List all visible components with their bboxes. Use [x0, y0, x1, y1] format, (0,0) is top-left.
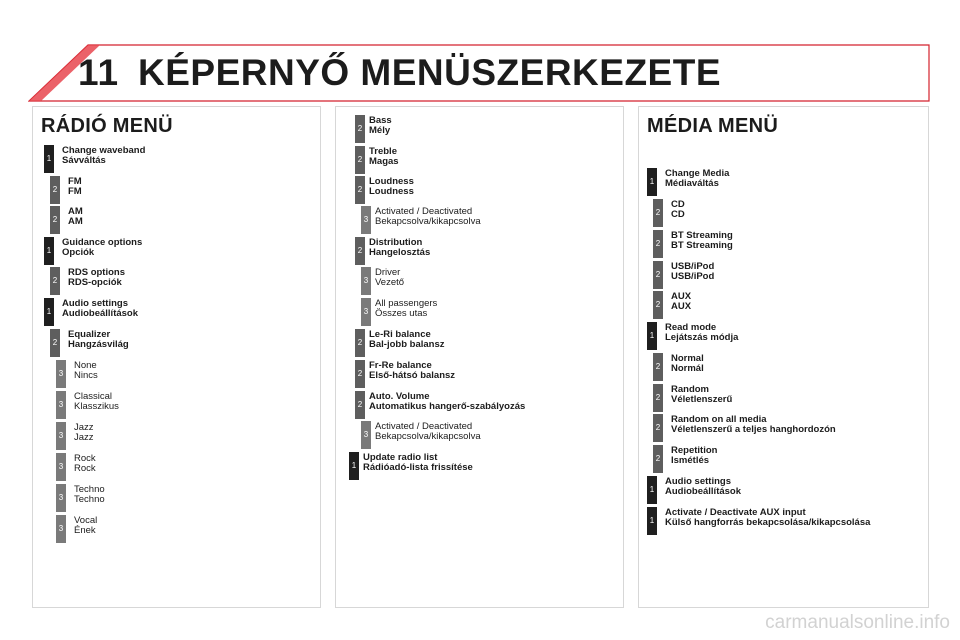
menu-entry-label	[62, 238, 142, 258]
menu-level-badge: 2	[355, 329, 365, 357]
menu-entry-label	[671, 354, 704, 374]
menu-entry-label	[375, 299, 437, 319]
menu-entry-label	[68, 268, 125, 288]
menu-entry-label-hu: BT Streaming	[671, 240, 733, 251]
media-menu-title: MÉDIA MENÜ	[647, 115, 779, 137]
menu-entry-label-hu: Hangelosztás	[369, 247, 431, 258]
menu-level-badge: 1	[44, 237, 54, 265]
menu-entry-label-hu: Médiaváltás	[665, 178, 719, 189]
menu-entry-label	[68, 207, 83, 227]
menu-entry-label-hu: FM	[68, 186, 82, 197]
menu-entry-label-en: Audio settings	[665, 476, 731, 487]
menu-level-badge: 2	[653, 353, 663, 381]
menu-entry-label-en: Distribution	[369, 237, 423, 248]
menu-entry-label	[74, 392, 119, 412]
radio-menu-panel	[32, 106, 321, 608]
menu-entry-label	[369, 116, 392, 136]
menu-entry-label	[68, 177, 82, 197]
menu-entry-label-en: Vocal	[74, 515, 98, 526]
menu-entry-label	[665, 323, 738, 343]
menu-entry-label-hu: Sávváltás	[62, 155, 106, 166]
menu-level-badge: 3	[56, 391, 66, 419]
menu-entry-label-en: CD	[671, 199, 685, 210]
menu-entry-label-en: FM	[68, 176, 82, 187]
menu-entry-label	[375, 422, 481, 442]
menu-entry-label	[671, 292, 691, 312]
menu-entry-label	[671, 262, 714, 282]
menu-entry-label-hu: Opciók	[62, 247, 95, 258]
menu-level-badge: 2	[653, 230, 663, 258]
menu-entry-label-en: All passengers	[375, 298, 438, 309]
menu-entry-label-hu: Magas	[369, 156, 399, 167]
menu-entry-label	[671, 385, 732, 405]
menu-entry-label-hu: Véletlenszerű a teljes hanghordozón	[671, 424, 836, 435]
menu-entry-label-hu: Bekapcsolva/kikapcsolva	[375, 431, 481, 442]
radio-menu-title: RÁDIÓ MENÜ	[41, 115, 173, 137]
menu-level-badge: 1	[647, 322, 657, 350]
menu-entry-label	[369, 177, 414, 197]
menu-level-badge: 3	[56, 453, 66, 481]
menu-entry-label-hu: Jazz	[74, 432, 94, 443]
menu-entry-label-en: Rock	[74, 453, 96, 464]
menu-entry-label-hu: Normál	[671, 363, 704, 374]
menu-entry-label-hu: Rádióadó-lista frissítése	[363, 462, 473, 473]
menu-entry-label-hu: Loudness	[369, 186, 414, 197]
menu-level-badge: 3	[56, 484, 66, 512]
menu-entry-label	[369, 330, 444, 350]
menu-level-badge: 3	[361, 421, 371, 449]
page-title: KÉPERNYŐ MENÜSZERKEZETE	[138, 52, 722, 93]
menu-entry-label-en: Repetition	[671, 445, 718, 456]
menu-entry-label	[671, 446, 717, 466]
menu-level-badge: 2	[50, 176, 60, 204]
menu-level-badge: 2	[653, 445, 663, 473]
menu-entry-label	[375, 207, 481, 227]
menu-entry-label-en: Normal	[671, 353, 704, 364]
menu-entry-label-hu: Ismétlés	[671, 455, 710, 466]
menu-entry-label-hu: CD	[671, 209, 685, 220]
menu-entry-label-hu: Első-hátsó balansz	[369, 370, 456, 381]
menu-entry-label	[369, 361, 455, 381]
page-number: 11	[78, 52, 120, 93]
menu-level-badge: 2	[50, 206, 60, 234]
menu-entry-label-en: Driver	[375, 267, 401, 278]
menu-level-badge: 2	[355, 176, 365, 204]
menu-entry-label	[369, 238, 430, 258]
menu-level-badge: 1	[647, 507, 657, 535]
menu-level-badge: 3	[56, 422, 66, 450]
menu-entry-label-hu: USB/iPod	[671, 271, 715, 282]
menu-entry-label-hu: Audiobeállítások	[62, 308, 139, 319]
menu-entry-label-hu: RDS-opciók	[68, 277, 122, 288]
menu-entry-label-en: USB/iPod	[671, 261, 715, 272]
menu-level-badge: 3	[56, 360, 66, 388]
menu-entry-label	[74, 454, 96, 474]
menu-entry-label-en: RDS options	[68, 267, 125, 278]
menu-entry-label-en: Loudness	[369, 176, 414, 187]
menu-entry-label-hu: Ének	[74, 525, 96, 536]
menu-level-badge: 2	[355, 237, 365, 265]
menu-level-badge: 2	[653, 291, 663, 319]
menu-level-badge: 1	[44, 298, 54, 326]
menu-entry-label-en: Auto. Volume	[369, 391, 430, 402]
menu-entry-label-en: Change Media	[665, 168, 730, 179]
menu-entry-label-en: None	[74, 360, 97, 371]
menu-level-badge: 2	[355, 115, 365, 143]
menu-entry-label-en: Guidance options	[62, 237, 143, 248]
menu-entry-label-hu: Mély	[369, 125, 391, 136]
menu-entry-label	[74, 423, 94, 443]
menu-entry-label	[68, 330, 129, 350]
menu-level-badge: 1	[349, 452, 359, 480]
menu-entry-label-en: Activated / Deactivated	[375, 421, 473, 432]
menu-entry-label-en: Jazz	[74, 422, 94, 433]
menu-level-badge: 2	[653, 414, 663, 442]
menu-entry-label	[671, 200, 685, 220]
menu-entry-label	[665, 508, 870, 528]
menu-entry-label-en: Techno	[74, 484, 105, 495]
menu-entry-label	[363, 453, 473, 473]
menu-entry-label-en: Audio settings	[62, 298, 128, 309]
menu-entry-label-hu: Klasszikus	[74, 401, 119, 412]
menu-entry-label-hu: Bekapcsolva/kikapcsolva	[375, 216, 481, 227]
menu-level-badge: 2	[653, 261, 663, 289]
menu-level-badge: 1	[44, 145, 54, 173]
menu-level-badge: 3	[56, 515, 66, 543]
menu-entry-label-hu: Bal-jobb balansz	[369, 339, 445, 350]
menu-entry-label-hu: Rock	[74, 463, 96, 474]
menu-entry-label-hu: Techno	[74, 494, 105, 505]
menu-level-badge: 3	[361, 206, 371, 234]
menu-entry-label-en: Random on all media	[671, 414, 767, 425]
menu-entry-label	[369, 392, 525, 412]
menu-entry-label	[671, 231, 733, 251]
menu-entry-label-en: Equalizer	[68, 329, 111, 340]
menu-entry-label-en: Treble	[369, 146, 397, 157]
menu-entry-label-hu: Hangzásvilág	[68, 339, 129, 350]
menu-entry-label-en: Activated / Deactivated	[375, 206, 473, 217]
menu-level-badge: 2	[653, 199, 663, 227]
menu-level-badge: 3	[361, 298, 371, 326]
menu-entry-label-hu: Vezető	[375, 277, 405, 288]
menu-entry-label-hu: Lejátszás módja	[665, 332, 739, 343]
menu-entry-label	[375, 268, 404, 288]
menu-entry-label-en: Random	[671, 384, 709, 395]
menu-entry-label-hu: Összes utas	[375, 308, 428, 319]
menu-level-badge: 2	[355, 391, 365, 419]
watermark: carmanualsonline.info	[765, 612, 950, 633]
menu-entry-label	[74, 516, 97, 536]
menu-entry-label-hu: AM	[68, 216, 83, 227]
menu-entry-label-en: Activate / Deactivate AUX input	[665, 507, 806, 518]
menu-entry-label	[74, 485, 105, 505]
menu-entry-label	[665, 477, 741, 497]
menu-level-badge: 2	[355, 360, 365, 388]
menu-level-badge: 2	[355, 146, 365, 174]
menu-entry-label-en: Le-Ri balance	[369, 329, 431, 340]
menu-entry-label-hu: Audiobeállítások	[665, 486, 742, 497]
menu-level-badge: 2	[50, 267, 60, 295]
media-menu-panel	[638, 106, 929, 608]
menu-level-badge: 1	[647, 476, 657, 504]
menu-entry-label-en: Fr-Re balance	[369, 360, 432, 371]
menu-entry-label-en: AUX	[671, 291, 692, 302]
menu-entry-label-hu: Nincs	[74, 370, 98, 381]
menu-entry-label-en: Bass	[369, 115, 392, 126]
menu-entry-label	[62, 299, 138, 319]
menu-entry-label	[665, 169, 729, 189]
menu-entry-label-en: Change waveband	[62, 145, 146, 156]
menu-entry-label-en: Classical	[74, 391, 113, 402]
menu-entry-label	[369, 147, 399, 167]
menu-entry-label-en: AM	[68, 206, 83, 217]
menu-entry-label-en: BT Streaming	[671, 230, 733, 241]
menu-entry-label-en: Update radio list	[363, 452, 438, 463]
menu-level-badge: 2	[50, 329, 60, 357]
menu-entry-label	[62, 146, 145, 166]
menu-level-badge: 1	[647, 168, 657, 196]
menu-entry-label-en: Read mode	[665, 322, 717, 333]
menu-entry-label-hu: AUX	[671, 301, 692, 312]
menu-entry-label-hu: Automatikus hangerő-szabályozás	[369, 401, 526, 412]
menu-entry-label-hu: Külső hangforrás bekapcsolása/kikapcsolása	[665, 517, 871, 528]
menu-entry-label	[74, 361, 98, 381]
menu-entry-label	[671, 415, 836, 435]
menu-entry-label-hu: Véletlenszerű	[671, 394, 733, 405]
menu-level-badge: 3	[361, 267, 371, 295]
audio-settings-panel	[335, 106, 624, 608]
menu-level-badge: 2	[653, 384, 663, 412]
